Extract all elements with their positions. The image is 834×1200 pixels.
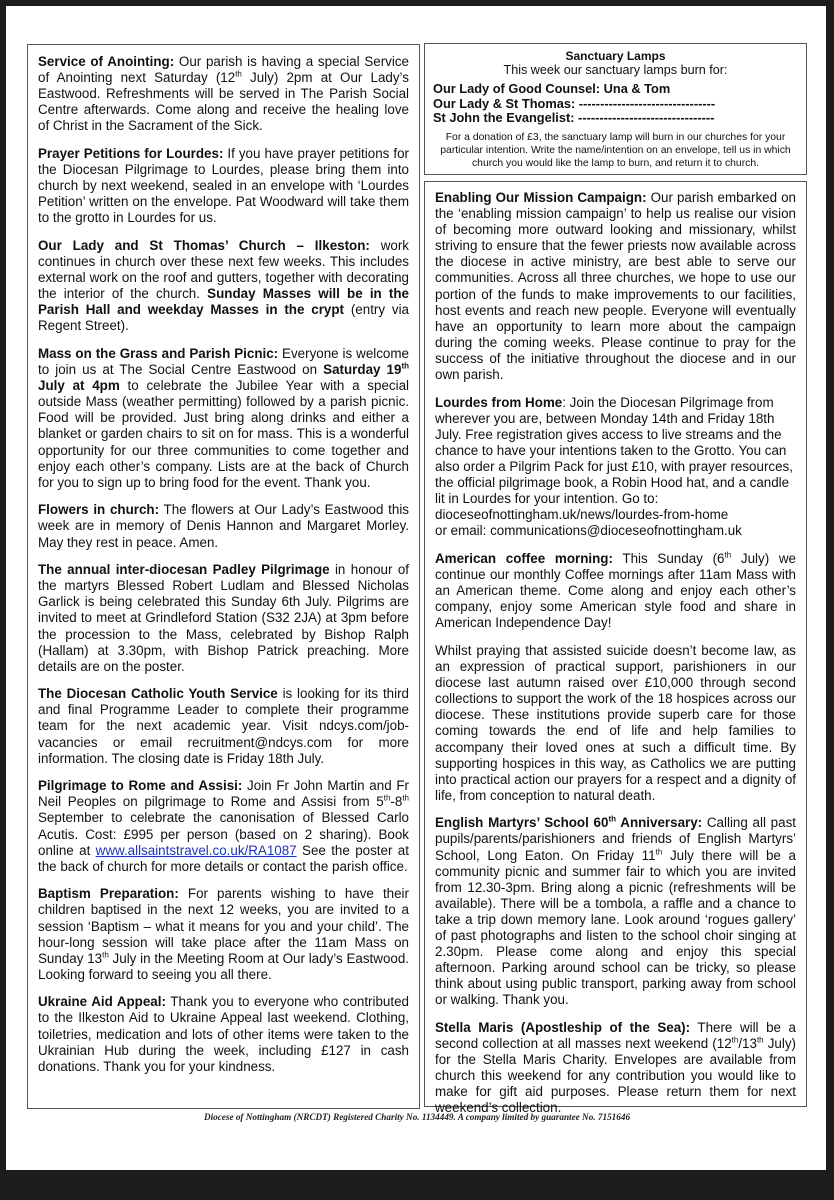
notice-coffee-morning: American coffee morning: This Sunday (6th July) we continue our monthly Coffee mornings after 11am Mass with an American theme. Come along and enjoy each other’s company, enjoy some American style food and share in American Independence Day! (435, 550, 796, 631)
notice-mission-campaign: Enabling Our Mission Campaign: Our parish embarked on the ‘enabling mission campaign’ to help us realise our vision of becoming more outward looking and missionary, whilst striving to ensure that the fewer priests now available across the diocese in active ministry, are best able to serve our communities. Across all three churches, we hope to use our portion of the funds to make improvements to our facilities, host events and reach new people. Everyone will eventually have an opportunity to learn more about the campaign during the coming weeks. Please continue to pray for the success of the initiative throughout the diocese and in our own parish. (435, 190, 796, 383)
notice-anointing: Service of Anointing: Our parish is having a special Service of Anointing next Saturday (12th July) 2pm at Our Lady’s Eastwood. Refreshments will be served in The Parish Social Centre afterwards. Come along and receive the healing love of Christ in the Sacrament of the Sick. (38, 54, 409, 134)
allsaintstravel-link[interactable]: www.allsaintstravel.co.uk/RA1087 (95, 842, 297, 858)
notice-parish-picnic: Mass on the Grass and Parish Picnic: Everyone is welcome to join us at The Social Centre Eastwood on Saturday 19th July at 4pm to celebrate the Jubilee Year with a special outside Mass (weather permitting) followed by a parish picnic. Food will be provided. Just bring along drinks and either a blanket or garden chairs to sit on for mass. This is a wonderful opportunity for our three communities to come together and enjoy each other’s company. Lists are at the back of Church for you to sign up to bring food for the event. Thank you. (38, 346, 409, 490)
notice-lourdes-from-home: Lourdes from Home: Join the Diocesan Pilgrimage from wherever you are, between Monday 14th and Friday 18th July. Free registration gives access to live streams and the chance to have your intentions taken to the Grotto. You can also order a Pilgrim Pack for just £10, with prayer resources, the official pilgrimage book, a Robin Hood hat, and a candle lit in Lourdes for your intention. Go to: dioceseofnottingham.uk/news/lourdes-from-home or email: communications@dioceseofnottingham.uk (435, 394, 793, 539)
notice-stella-maris: Stella Maris (Apostleship of the Sea): There will be a second collection at all masses next weekend (12th/13th July) for the Stella Maris Charity. Envelopes are available from church this weekend for any contribution you would like to make for gift aid purposes. Please return them for next weekend’s collection. (435, 1020, 796, 1116)
notice-ukraine-appeal: Ukraine Aid Appeal: Thank you to everyone who contributed to the Ilkeston Aid to Ukraine Appeal last weekend. Clothing, toiletries, medication and lots of other items were taken to the Ukrainian Hub during the week, including £127 in cash donations. Thank you for your kindness. (38, 994, 409, 1074)
sanctuary-lamps-note: For a donation of £3, the sanctuary lamp will burn in our churches for your particular intention. Write the name/intention on an envelope, tell us in which church you would like the lamp to burn, and return it to church. (440, 131, 791, 169)
notice-baptism: Baptism Preparation: For parents wishing to have their children baptised in the next 12 weeks, you are invited to a session ‘Baptism – what it means for you and your child’. The hour-long session will take place after the 11am Mass on Sunday 13th July in the Meeting Room at Our lady’s Eastwood. Looking forward to seeing you all there. (38, 886, 410, 982)
lamp-row: Our Lady & St Thomas: -------------------------------- (433, 95, 716, 111)
lamp-row: St John the Evangelist: -------------------------------- (433, 110, 715, 126)
sanctuary-lamps-title: Sanctuary Lamps (565, 49, 666, 63)
lourdes-url[interactable]: dioceseofnottingham.uk/news/lourdes-from-home (435, 507, 729, 523)
left-notices-box (27, 44, 420, 1109)
notice-padley-pilgrimage: The annual inter-diocesan Padley Pilgrimage in honour of the martyrs Blessed Robert Ludlam and Blessed Nicholas Garlick is being celebrated this Sunday 6th July. Pilgrims are invited to meet at Grindleford Station (S32 2JA) at 3pm before the procession to the Mass, celebrated by Bishop Ralph (Hallam) at 3.30pm, with Bishop Patrick preaching. More details are on the poster. (38, 562, 409, 674)
notice-english-martyrs-school: English Martyrs’ School 60th Anniversary: Calling all past pupils/parents/parishioners and friends of English Martyrs’ School, Long Eaton. On Friday 11th July there will be a community picnic and summer fair to which you are invited from 12.30-3pm. Bring along a picnic (refreshments will be available). There will be a tombola, a raffle and a chance to take a trip down memory lane. Look around ‘rogues gallery’ of past photographs and listen to the school choir singing at 2.30pm. Please come along and enjoy this special afternoon. Parking around school can be tricky, so please think about using public transport, parking away from school or walking. Thank you. (435, 814, 796, 1008)
notice-prayer-petitions: Prayer Petitions for Lourdes: If you have prayer petitions for the Diocesan Pilgrimage to Lourdes, please bring them into church by next weekend, sealed in an envelope with ‘Lourdes Petition’ written on the envelope. Pat Woodward will take them to the grotto in Lourdes for us. (38, 145, 409, 226)
notice-rome-assisi: Pilgrimage to Rome and Assisi: Join Fr John Martin and Fr Neil Peoples on pilgrimage to Rome and Assisi from 5th-8th September to celebrate the canonisation of Blessed Carlo Acutis. Cost: £995 per person (based on 2 sharing). Book online at www.allsaintstravel.co.uk/RA1087 See the poster at the back of church for more details or contact the parish office. (38, 778, 409, 874)
notice-hospices: Whilst praying that assisted suicide doesn’t become law, as an expression of practical support, parishioners in our diocese last autumn raised over £10,000 through second collections to support the work of the 18 hospices across our diocese. These institutions provide superb care for those coming towards the end of life and help families to accompany their loved ones at such a difficult time. By supporting hospices in this way, as Catholics we are putting into practical action our prayers for a respect and a dignity of life, from conception to natural death. (435, 642, 796, 803)
sanctuary-lamps-box (424, 43, 807, 175)
newsletter-page (6, 6, 826, 1170)
sanctuary-lamps-subtitle: This week our sanctuary lamps burn for: (503, 63, 728, 77)
notice-youth-service: The Diocesan Catholic Youth Service is looking for its third and final Programme Leader to complete their programme team for the next academic year. Visit ndcys.com/job-vacancies or email recruitment@ndcys.com for more information. The closing date is Friday 18th July. (38, 686, 409, 766)
notice-flowers: Flowers in church: The flowers at Our Lady’s Eastwood this week are in memory of Denis Hannon and Margaret Morley. May they rest in peace. Amen. (38, 502, 409, 550)
charity-footer: Diocese of Nottingham (NRCDT) Registered Charity No. 1134449. A company limited by guarantee No. 7151646 (203, 1112, 631, 1122)
notice-ilkeston-church: Our Lady and St Thomas’ Church – Ilkeston: work continues in church over these next few weeks. This includes external work on the roof and gutters, together with decorating the interior of the church. Sunday Masses will be in the Parish Hall and weekday Masses in the crypt (entry via Regent Street). (38, 237, 410, 334)
lourdes-email[interactable]: or email: communications@dioceseofnottingham.uk (435, 523, 742, 539)
lamp-row: Our Lady of Good Counsel: Una & Tom (433, 81, 671, 96)
right-notices-box (424, 181, 807, 1116)
